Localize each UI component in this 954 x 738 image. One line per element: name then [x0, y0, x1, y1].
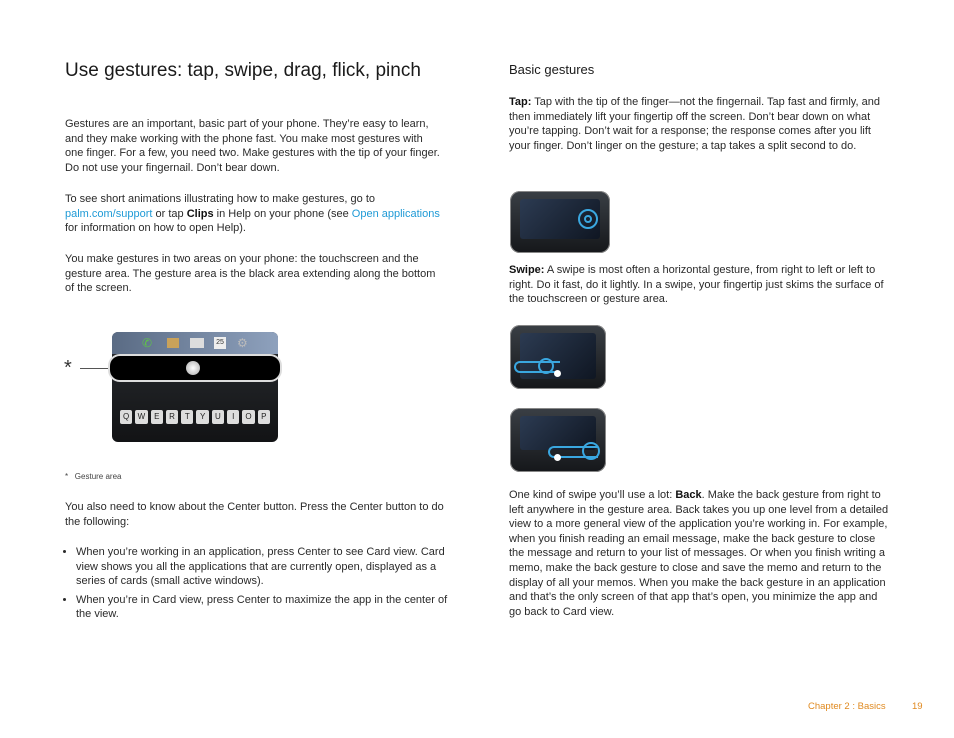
swipe-illustration-screen [510, 325, 606, 389]
phone-screen-strip [112, 332, 278, 354]
list-item: • When you’re working in an application, press Center to see Card view. Card view shows you all the applications that are currently open, displayed as a series of cards (small active windows). [76, 545, 456, 589]
swipe-illustration-gesture-area [510, 408, 606, 472]
email-app-icon [190, 338, 204, 348]
list-item: • When you’re in Card view, press Center to maximize the app in the center of the view. [76, 593, 456, 622]
key-i: I [227, 410, 239, 424]
footer-chapter: Chapter 2 : Basics [808, 701, 886, 712]
caption-marker: * [65, 472, 69, 481]
swipe-label: Swipe: [509, 264, 545, 276]
intro-paragraph: Gestures are an important, basic part of your phone. They’re easy to learn, and they make working with the phone fast. You make most gestures with one finger. For a few, you need two. Make gestures with the tip of your finger. Do not use your fingernail. Don’t bear down. [65, 118, 440, 174]
key-t: T [181, 410, 193, 424]
phone-body [112, 332, 278, 442]
key-p: P [258, 410, 270, 424]
tap-inner-ring [584, 215, 592, 223]
key-w: W [135, 410, 147, 424]
tap-paragraph [509, 95, 889, 153]
phone-app-icon: ✆ [142, 336, 153, 350]
gesture-areas-paragraph: You make gestures in two areas on your phone: the touchscreen and the gesture area. The gesture area is the black area extending along the bottom of the screen. [65, 253, 436, 295]
key-q: Q [120, 410, 132, 424]
tap-ring-icon [578, 209, 598, 229]
keyboard-row [120, 410, 270, 436]
open-applications-link[interactable]: Open applications [351, 207, 440, 220]
gesture-area-highlight [108, 354, 282, 382]
callout-asterisk: * [64, 357, 72, 379]
center-button-list [65, 545, 456, 626]
swipe-phone-2 [510, 408, 606, 472]
center-button [186, 361, 200, 375]
animations-text-d: for information on how to open Help). [65, 222, 246, 235]
animations-text-b: or tap [152, 207, 187, 220]
contacts-app-icon [167, 338, 179, 348]
center-button-dot [554, 370, 561, 377]
back-text-b: . Make the back gesture from right to left anywhere in the gesture area. Back takes you up one level from a detailed view to a more general view of the application you’re working in. For example, when you finish reading an email message, make the back gesture to close the message and return to your list of messages. Or when you finish writing a memo, make the back gesture to close and save the memo and return to the display of all your memos. When you make the back gesture in an application and that’s the only screen of that app that’s open, you minimize the app and go back to Card view. [509, 489, 889, 618]
caption-text: Gesture area [74, 472, 122, 481]
page-title: Use gestures: tap, swipe, drag, flick, pinch [65, 60, 421, 81]
animations-text-c: in Help on your phone (see [213, 207, 352, 220]
swipe-paragraph [509, 263, 889, 307]
section-heading: Basic gestures [509, 62, 595, 77]
animations-text-a: To see short animations illustrating how to make gestures, go to [65, 193, 375, 205]
swipe-ring-icon [538, 358, 554, 374]
clips-bold: Clips [186, 207, 214, 220]
swipe-text: A swipe is most often a horizontal gesture, from right to left or left to right. Do it fast, do it lightly. In a swipe, your fingertip just skims the surface of the touchscreen or gesture area. [509, 264, 884, 306]
calendar-app-icon: 25 [214, 337, 226, 349]
tap-illustration [510, 191, 610, 249]
key-y: Y [196, 410, 208, 424]
swipe-phone-1 [510, 325, 606, 389]
figure-caption [65, 472, 122, 481]
key-e: E [151, 410, 163, 424]
back-gesture-paragraph [509, 488, 889, 619]
animations-paragraph [65, 192, 443, 236]
tap-text: Tap with the tip of the finger—not the fingernail. Tap fast and firmly, and then immediately lift your fingertip off the screen. Don’t bear down on what you’re tapping. Don’t wait for a response; the response comes after you lift your finger. Don’t linger on the gesture; a tap takes a split second to do. [509, 96, 880, 152]
back-swipe-ring-icon [582, 442, 600, 460]
key-u: U [212, 410, 224, 424]
gesture-area-illustration [62, 332, 302, 444]
back-bold: Back [675, 489, 702, 501]
tap-label: Tap: [509, 96, 532, 108]
launcher-icon: ⚙ [237, 336, 248, 350]
page-number: 19 [912, 701, 923, 712]
center-button-paragraph: You also need to know about the Center button. Press the Center button to do the following: [65, 501, 444, 528]
key-o: O [242, 410, 254, 424]
key-r: R [166, 410, 178, 424]
center-button-dot [554, 454, 561, 461]
back-text-a: One kind of swipe you’ll use a lot: [509, 489, 676, 501]
palm-support-link[interactable]: palm.com/support [65, 207, 153, 220]
